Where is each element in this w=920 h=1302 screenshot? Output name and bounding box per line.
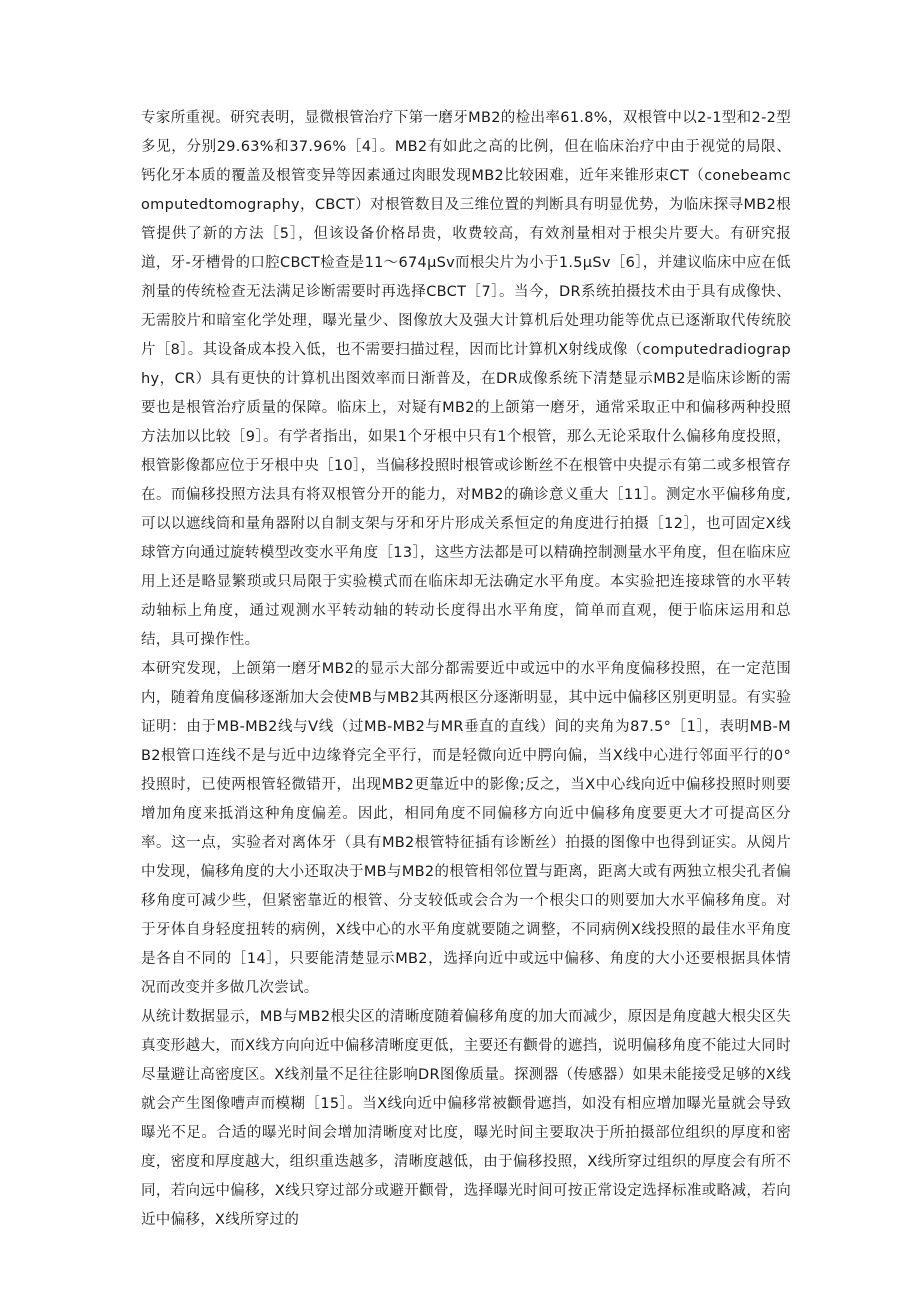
paragraph-2: 本研究发现，上颌第一磨牙MB2的显示大部分都需要近中或远中的水平角度偏移投照，在一定范围内，随着角度偏移逐渐加大会使MB与MB2其两根区分逐渐明显，其中远中偏移区别更明显。有实验证明：由于MB-MB2线与V线（过MB-MB2与MR垂直的直线）间的夹角为87.5°［1］，表明MB-MB2根管口连线不是与近中边缘脊完全平行，而是轻微向近中腭向偏，当X线中心进行邻面平行的0°投照时，已使两根管轻微错开，出现MB2更靠近中的影像;反之，当X中心线向近中偏移投照时则要增加角度来抵消这种角度偏差。因此，相同角度不同偏移方向近中偏移角度要更大才可提高区分率。这一点，实验者对离体牙（具有MB2根管特征插有诊断丝）拍摄的图像中也得到证实。从阅片中发现，偏移角度的大小还取决于MB与MB2的根管相邻位置与距离，距离大或有两独立根尖孔者偏移角度可减少些，但紧密靠近的根管、分支较低或会合为一个根尖口的则要加大水平偏移角度。对于牙体自身轻度扭转的病例，X线中心的水平角度就要随之调整，不同病例X线投照的最佳水平角度是各自不同的［14］，只要能清楚显示MB2，选择向近中或远中偏移、角度的大小还要根据具体情况而改变并多做几次尝试。 [141,661,791,996]
paragraph-1: 专家所重视。研究表明，显微根管治疗下第一磨牙MB2的检出率61.8%，双根管中以2-1型和2-2型多见，分别29.63%和37.96%［4］。MB2有如此之高的比例，但在临床治疗中由于视觉的局限、钙化牙本质的覆盖及根管变异等因素通过肉眼发现MB2比较困难，近年来锥形束CT（conebeamcomputedtomography，CBCT）对根管数目及三维位置的判断具有明显优势，为临床探寻MB2根管提供了新的方法［5］，但该设备价格昂贵，收费较高，有效剂量相对于根尖片要大。有研究报道，牙-牙槽骨的口腔CBCT检查是11～674μSv而根尖片为小于1.5μSv［6］，并建议临床中应在低剂量的传统检查无法满足诊断需要时再选择CBCT［7］。当今，DR系统拍摄技术由于具有成像快、无需胶片和暗室化学处理，曝光量少、图像放大及强大计算机后处理功能等优点已逐渐取代传统胶片［8］。其设备成本投入低，也不需要扫描过程，因而比计算机X射线成像（computedradiography，CR）具有更快的计算机出图效率而日渐普及，在DR成像系统下清楚显示MB2是临床诊断的需要也是根管治疗质量的保障。临床上，对疑有MB2的上颌第一磨牙，通常采取正中和偏移两种投照方法加以比较［9］。有学者指出，如果1个牙根中只有1个根管，那么无论采取什么偏移角度投照，根管影像都应位于牙根中央［10］，当偏移投照时根管或诊断丝不在根管中央提示有第二或多根管存在。而偏移投照方法具有将双根管分开的能力，对MB2的确诊意义重大［11］。测定水平偏移角度,可以以遮线筒和量角器附以自制支架与牙和牙片形成关系恒定的角度进行拍摄［12］，也可固定X线球管方向通过旋转模型改变水平角度［13］，这些方法都是可以精确控制测量水平角度，但在临床应用上还是略显繁琐或只局限于实验模式而在临床却无法确定水平角度。本实验把连接球管的水平转动轴标上角度，通过观测水平转动轴的转动长度得出水平角度，简单而直观，便于临床运用和总结，具可操作性。 [141,110,791,648]
document-body [141,104,791,1235]
paragraph-3: 从统计数据显示，MB与MB2根尖区的清晰度随着偏移角度的加大而减少，原因是角度越大根尖区失真变形越大，而X线方向向近中偏移清晰度更低，主要还有颧骨的遮挡，说明偏移角度不能过大同时尽量避让高密度区。X线剂量不足往往影响DR图像质量。探测器（传感器）如果未能接受足够的X线就会产生图像嘈声而模糊［15］。当X线向近中偏移常被颧骨遮挡，如没有相应增加曝光量就会导致曝光不足。合适的曝光时间会增加清晰度对比度，曝光时间主要取决于所拍摄部位组织的厚度和密度，密度和厚度越大，组织重迭越多，清晰度越低，由于偏移投照，X线所穿过组织的厚度会有所不同，若向远中偏移，X线只穿过部分或避开颧骨，选择曝光时间可按正常设定选择标准或略减，若向近中偏移，X线所穿过的 [141,1009,791,1228]
